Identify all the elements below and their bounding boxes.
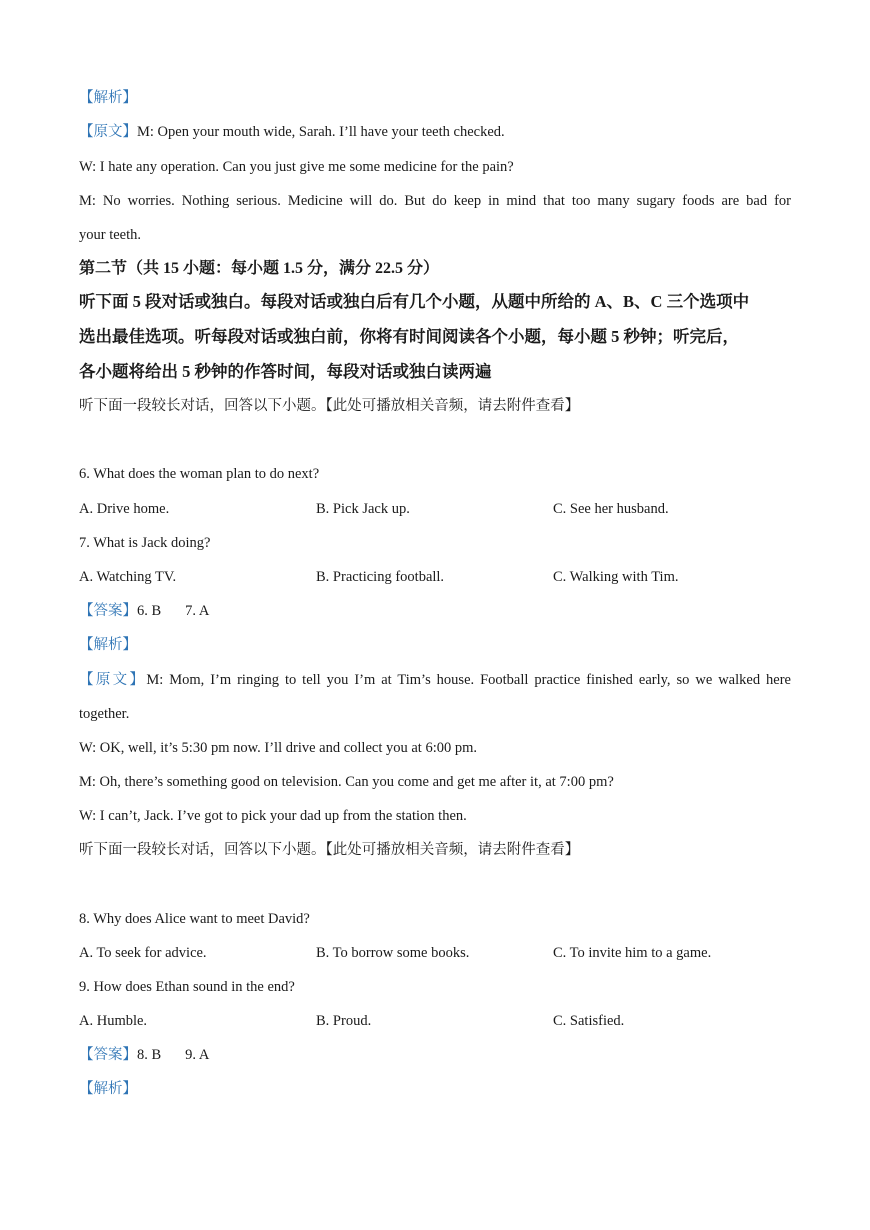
transcript-tag: 【原文】	[79, 124, 137, 140]
transcript-line: M: Oh, there’s something good on television. Can you come and get me after it, at 7:00 pm?	[79, 774, 614, 790]
transcript-line: W: I can’t, Jack. I’ve got to pick your dad up from the station then.	[79, 808, 467, 824]
transcript-line: M: No worries. Nothing serious. Medicine will do. But do keep in mind that too many sugary foods are bad for	[79, 193, 791, 209]
option-b: B. To borrow some books.	[316, 945, 470, 961]
option-b: B. Practicing football.	[316, 569, 445, 585]
section-heading: 第二节（共 15 小题：每小题 1.5 分，满分 22.5 分）	[79, 260, 440, 277]
analysis-tag: 【解析】	[79, 637, 137, 653]
transcript-line: W: I hate any operation. Can you just give me some medicine for the pain?	[79, 159, 514, 175]
option-c: C. Satisfied.	[553, 1013, 625, 1029]
analysis-tag: 【解析】	[79, 90, 137, 106]
option-a: A. Humble.	[79, 1013, 148, 1029]
option-b: B. Proud.	[316, 1013, 372, 1029]
instructions-line: 选出最佳选项。听每段对话或独白前，你将有时间阅读各个小题，每小题 5 秒钟；听完后，	[79, 327, 739, 346]
instructions-line: 听下面 5 段对话或独白。每段对话或独白后有几个小题，从题中所给的 A、B、C 三个选项中	[79, 292, 750, 311]
option-c: C. Walking with Tim.	[553, 569, 679, 585]
question-9: 9. How does Ethan sound in the end?	[79, 979, 295, 995]
dialog-intro: 听下面一段较长对话，回答以下小题。【此处可播放相关音频，请去附件查看】	[79, 842, 580, 858]
transcript-line: W: OK, well, it’s 5:30 pm now. I’ll drive and collect you at 6:00 pm.	[79, 740, 478, 756]
instructions-line: 各小题将给出 5 秒钟的作答时间，每段对话或独白读两遍	[79, 362, 492, 381]
option-b: B. Pick Jack up.	[316, 501, 410, 517]
answer-tag: 【答案】	[79, 1047, 137, 1063]
question-8: 8. Why does Alice want to meet David?	[79, 911, 310, 927]
option-c: C. To invite him to a game.	[553, 945, 712, 961]
option-a: A. To seek for advice.	[79, 945, 207, 961]
analysis-tag: 【解析】	[79, 1081, 137, 1097]
answer-tag: 【答案】	[79, 603, 137, 619]
transcript-line: your teeth.	[79, 227, 142, 243]
answer-line: 【答案】6. B 7. A	[79, 603, 210, 619]
answer-line: 【答案】8. B 9. A	[79, 1047, 210, 1063]
transcript-tag: 【原文】	[79, 672, 147, 688]
question-6: 6. What does the woman plan to do next?	[79, 466, 320, 482]
transcript-line: 【原文】M: Open your mouth wide, Sarah. I’ll have your teeth checked.	[79, 124, 505, 140]
transcript-line: 【原文】M: Mom, I’m ringing to tell you I’m at Tim’s house. Football practice finished early, so we walked here	[79, 672, 791, 688]
question-7: 7. What is Jack doing?	[79, 535, 211, 551]
option-c: C. See her husband.	[553, 501, 669, 517]
dialog-intro: 听下面一段较长对话，回答以下小题。【此处可播放相关音频，请去附件查看】	[79, 398, 580, 414]
option-a: A. Watching TV.	[79, 569, 177, 585]
option-a: A. Drive home.	[79, 501, 170, 517]
transcript-line: together.	[79, 706, 130, 722]
